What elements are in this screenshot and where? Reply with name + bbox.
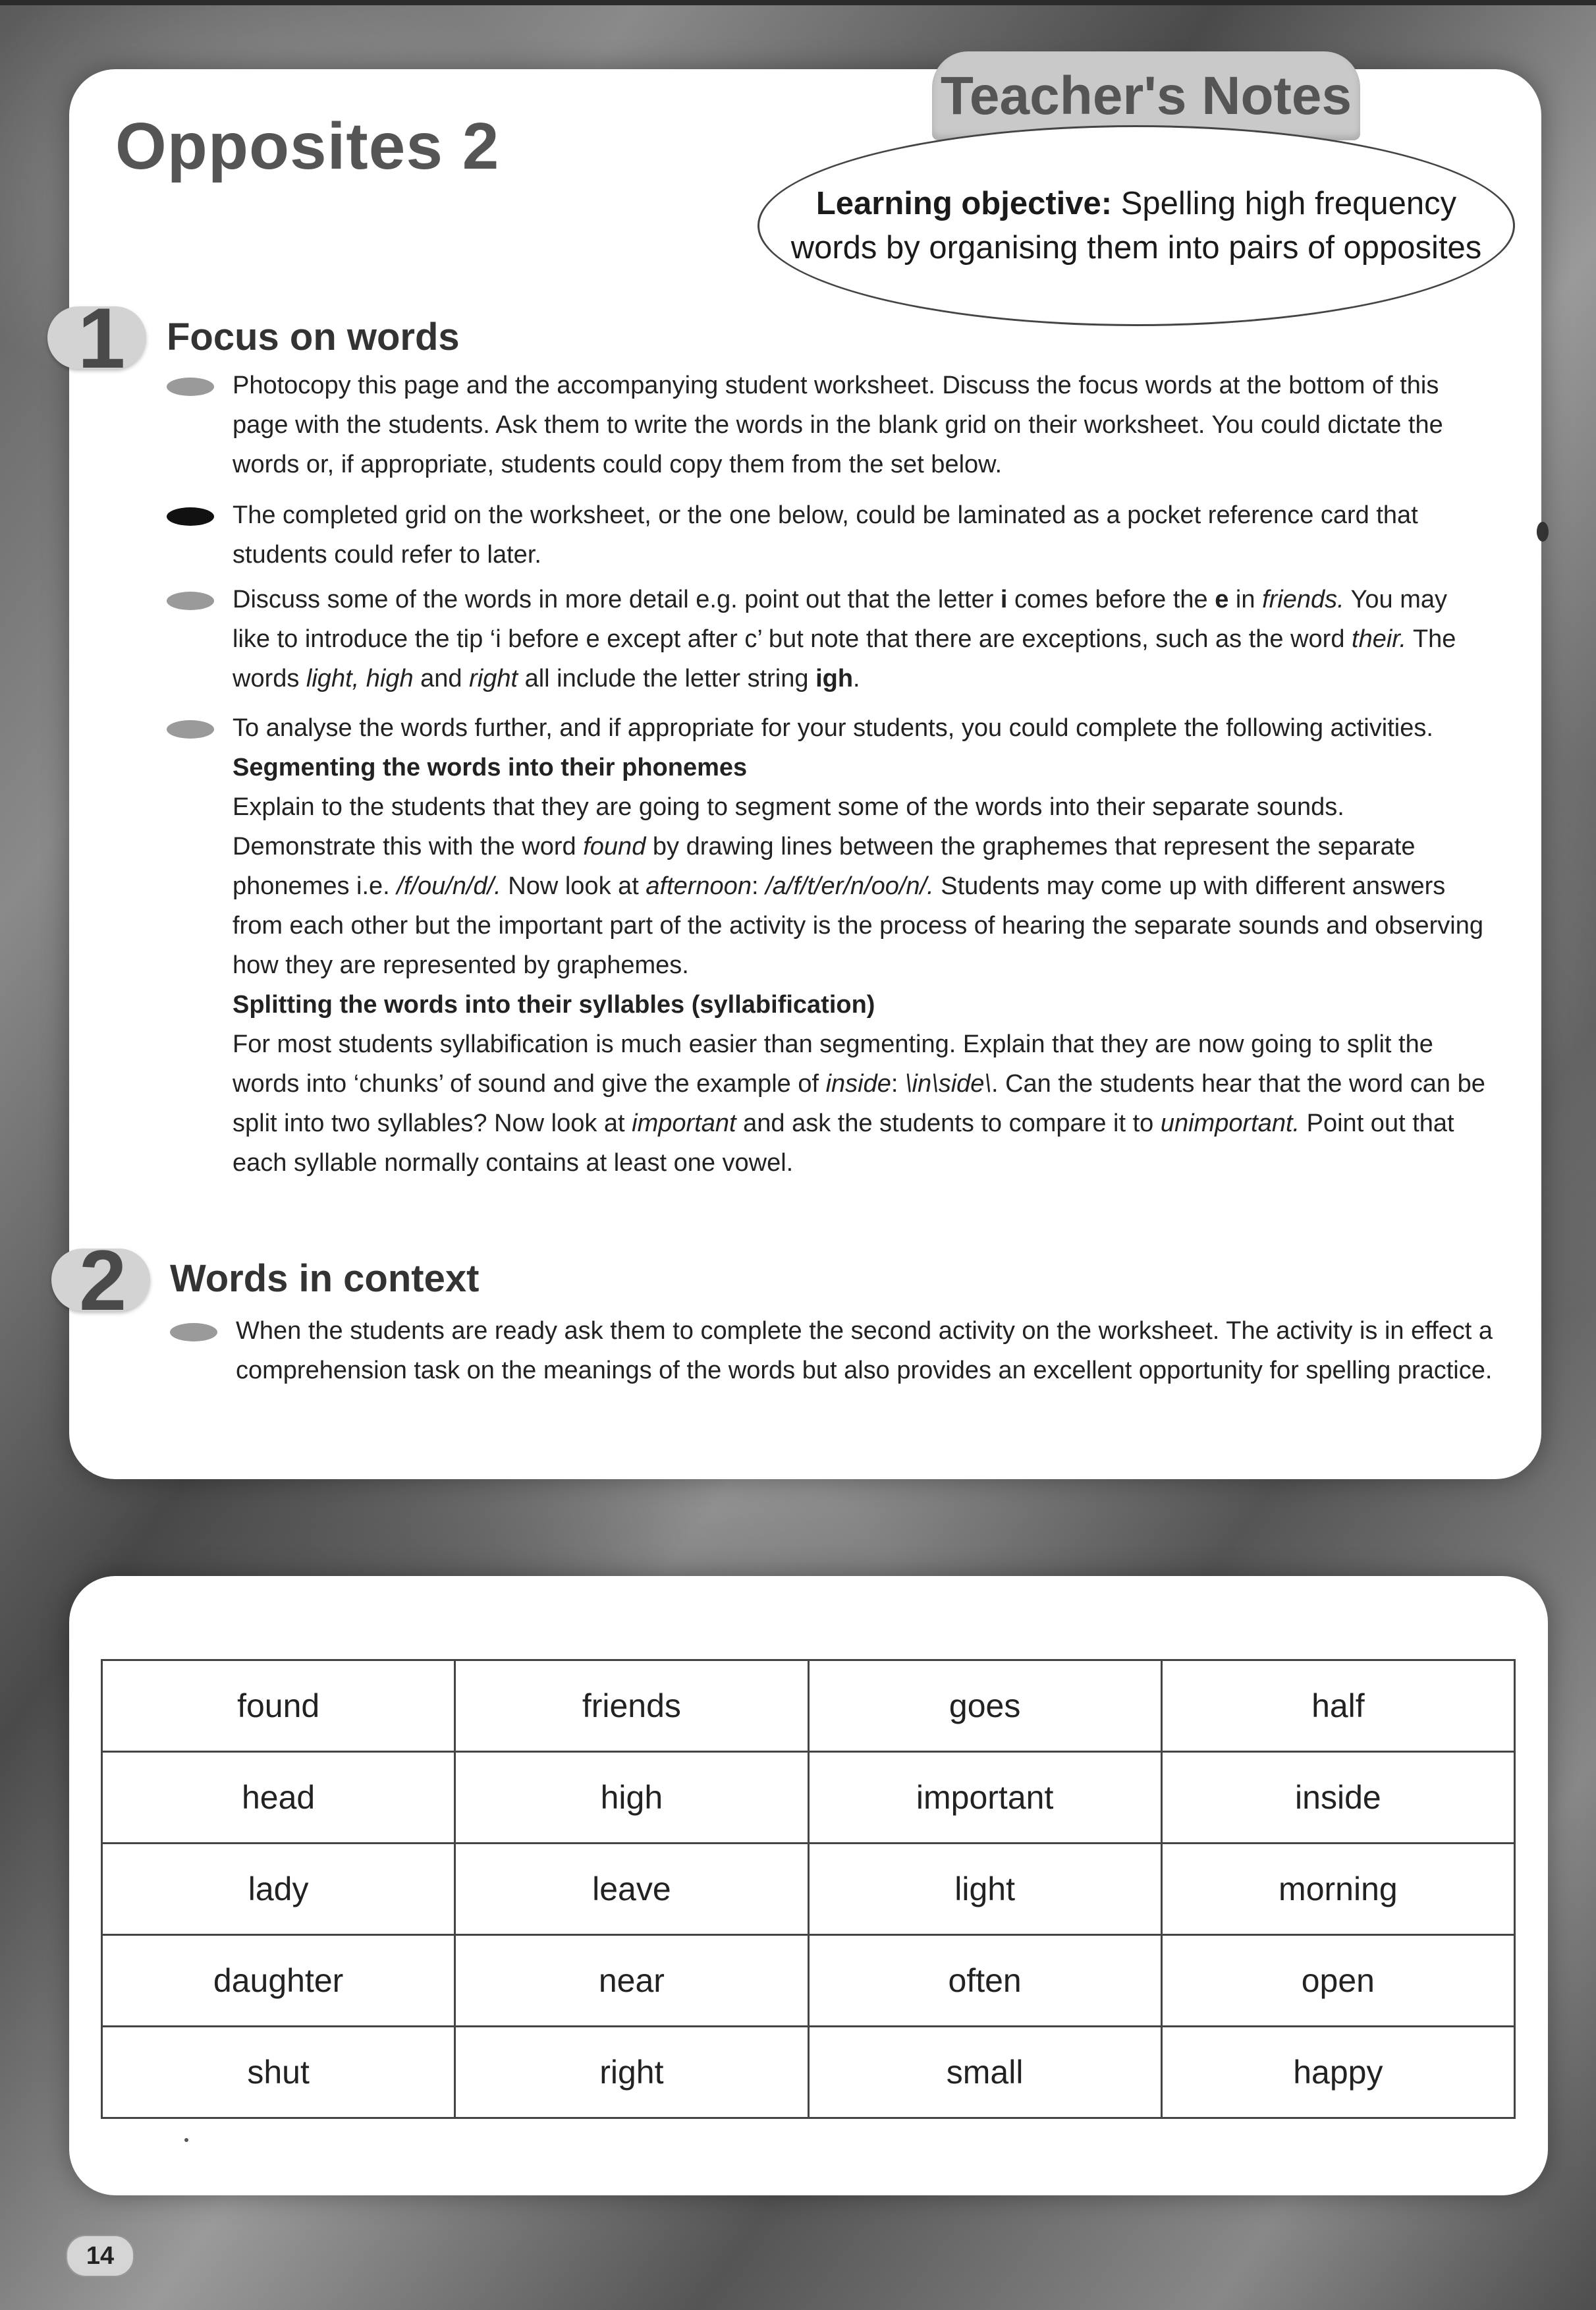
- section-2-number: 2: [79, 1232, 127, 1328]
- learning-objective-oval: [757, 125, 1515, 326]
- teachers-notes-label: Teacher's Notes: [940, 65, 1352, 126]
- word-grid: [101, 1659, 1516, 2119]
- word-cell: inside: [1161, 1752, 1514, 1844]
- table-row: [102, 1660, 1515, 1752]
- edge-mark: [1537, 522, 1549, 542]
- table-row: [102, 1935, 1515, 2027]
- word-cell: happy: [1161, 2027, 1514, 2118]
- section-1-bullet-4: To analyse the words further, and if appropriate for your students, you could complete the following activities. Segmenting the words into their phonemes Explain to the students that they are going to segment some of the words into their separate sounds. Demonstrate this with the word found by drawing lines between the graphemes that represent the separate phonemes i.e. /f/ou/n/d/. Now look at afternoon: /a/f/t/er/n/oo/n/. Students may come up with different answers from each other but the important part of the activity is the process of hearing the separate sounds and observing how they are represented by graphemes. Splitting the words into their syllables (syllabification) For most students syllabification is much easier than segmenting. Explain that they are now going to split the words into ‘chunks’ of sound and give the example of inside: \in\side\. Can the students hear that the word can be split into two syllables? Now look at important and ask the students to compare it to unimportant. Point out that each syllable normally contains at least one vowel.: [167, 708, 1491, 1183]
- segmenting-heading: Segmenting the words into their phonemes: [233, 754, 748, 781]
- word-cell: leave: [455, 1844, 808, 1935]
- learning-objective-text: Learning objective: Spelling high frequency words by organising them into pairs of opposites: [790, 185, 1482, 266]
- section-1-number: 1: [78, 290, 126, 386]
- word-cell: important: [808, 1752, 1161, 1844]
- table-row: [102, 1844, 1515, 1935]
- word-cell: light: [808, 1844, 1161, 1935]
- page-number-badge: [66, 2235, 134, 2277]
- word-cell: half: [1161, 1660, 1514, 1752]
- section-1-bullet-2: The completed grid on the worksheet, or the one below, could be laminated as a pocket reference card that students could refer to later.: [167, 495, 1491, 575]
- learning-objective-label: Learning objective:: [815, 185, 1113, 221]
- table-row: [102, 1752, 1515, 1844]
- word-cell: morning: [1161, 1844, 1514, 1935]
- segmenting-text: Explain to the students that they are going to segment some of the words into their separate sounds. Demonstrate this with the word found by drawing lines between the graphemes that represent the separate phonemes i.e. /f/ou/n/d/. Now look at afternoon: /a/f/t/er/n/oo/n/. Students may come up with different answers from each other but the important part of the activity is the process of hearing the separate sounds and observing how they are represented by graphemes.: [233, 793, 1483, 979]
- bullet-icon: [167, 507, 214, 526]
- word-cell: high: [455, 1752, 808, 1844]
- bullet-icon: [167, 592, 214, 610]
- top-border: [0, 0, 1596, 5]
- word-cell: lady: [102, 1844, 455, 1935]
- stray-dot: [184, 2138, 188, 2142]
- word-cell: head: [102, 1752, 455, 1844]
- word-cell: open: [1161, 1935, 1514, 2027]
- word-cell: near: [455, 1935, 808, 2027]
- word-cell: shut: [102, 2027, 455, 2118]
- section-2-heading: Words in context: [170, 1257, 480, 1300]
- syllabification-text: For most students syllabification is much easier than segmenting. Explain that they are now going to split the words into ‘chunks’ of sound and give the example of inside: \in\side\. Can the students hear that the word can be split into two syllables? Now look at important and ask the students to compare it to unimportant. Point out that each syllable normally contains at least one vowel.: [233, 1030, 1485, 1177]
- word-cell: often: [808, 1935, 1161, 2027]
- bullet-icon: [167, 720, 214, 739]
- page-title: Opposites 2: [115, 109, 500, 183]
- section-1-heading: Focus on words: [167, 316, 460, 358]
- section-2-bullet-1: When the students are ready ask them to complete the second activity on the worksheet. The activity is in effect a comprehension task on the meanings of the words but also provides an excellent opportunity for spelling practice.: [170, 1311, 1494, 1390]
- word-cell: right: [455, 2027, 808, 2118]
- word-cell: friends: [455, 1660, 808, 1752]
- section-1-bullet-3: Discuss some of the words in more detail e.g. point out that the letter i comes before the e in friends. You may like to introduce the tip ‘i before e except after c’ but note that there are exceptions, such as the word their. The words light, high and right all include the letter string igh.: [167, 580, 1491, 698]
- section-1-bullet-1: Photocopy this page and the accompanying student worksheet. Discuss the focus words at the bottom of this page with the students. Ask them to write the words in the blank grid on their worksheet. You could dictate the words or, if appropriate, students could copy them from the set below.: [167, 366, 1491, 484]
- page-number: 14: [86, 2241, 115, 2270]
- word-cell: goes: [808, 1660, 1161, 1752]
- bullet-icon: [167, 378, 214, 396]
- word-cell: found: [102, 1660, 455, 1752]
- syllabification-heading: Splitting the words into their syllables (syllabification): [233, 991, 875, 1019]
- word-cell: daughter: [102, 1935, 455, 2027]
- bullet-icon: [170, 1323, 217, 1341]
- table-row: [102, 2027, 1515, 2118]
- word-cell: small: [808, 2027, 1161, 2118]
